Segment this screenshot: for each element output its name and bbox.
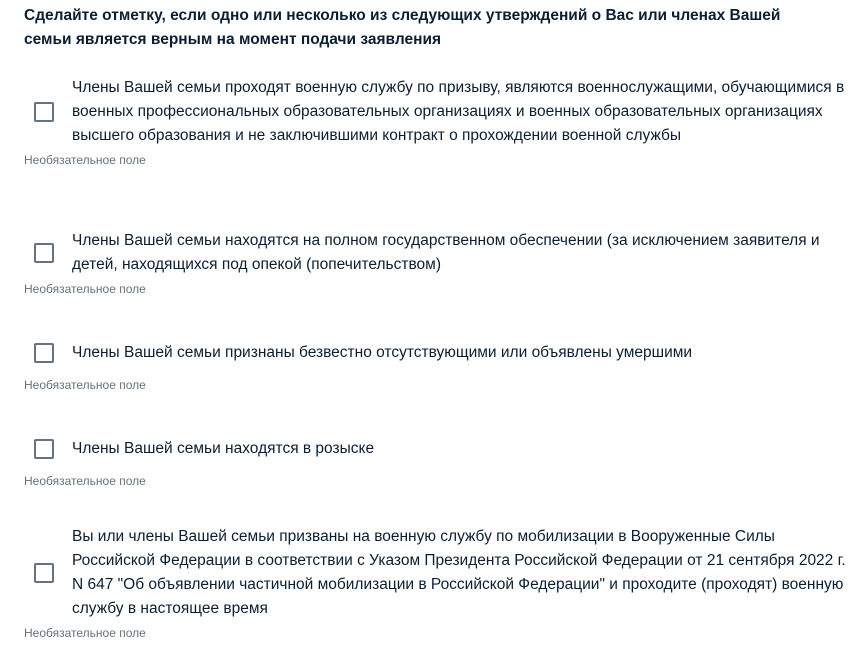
- checkbox-military-conscription[interactable]: [34, 102, 54, 122]
- checkbox-missing-or-dead[interactable]: [34, 343, 54, 363]
- checkbox-wanted[interactable]: [34, 439, 54, 459]
- form-title: Сделайте отметку, если одно или несколько из следующих утверждений о Вас или членах Вашей семьи является верным на момент подачи заявления: [24, 7, 781, 48]
- checkbox-label[interactable]: Члены Вашей семьи находятся на полном государственном обеспечении (за исключением заявителя и детей, находящихся под опекой (попечительством): [72, 232, 820, 273]
- optional-field-hint: Необязательное поле: [24, 474, 146, 488]
- checkbox-label[interactable]: Члены Вашей семьи находятся в розыске: [72, 440, 375, 457]
- checkbox-item-state-support: [24, 229, 854, 297]
- optional-field-hint: Необязательное поле: [24, 153, 146, 167]
- checkbox-item-military-conscription: [24, 76, 854, 168]
- checkbox-label[interactable]: Члены Вашей семьи проходят военную службу по призыву, являются военнослужащими, обучающимися в военных профессиональных образовательных организациях и военных образовательных организациях высшего образования и не заключившими контракт о прохождении военной службы: [72, 79, 845, 144]
- checkbox-state-support[interactable]: [34, 243, 54, 263]
- checkbox-label[interactable]: Члены Вашей семьи признаны безвестно отсутствующими или объявлены умершими: [72, 344, 693, 361]
- checkbox-item-missing-or-dead: [24, 341, 854, 393]
- checkbox-label[interactable]: Вы или члены Вашей семьи призваны на военную службу по мобилизации в Вооруженные Силы Российской Федерации в соответствии с Указом Президента Российской Федерации от 21 сентября 2022 г. N 647 "Об объявлении частичной мобилизации в Российской Федерации" и проходите (проходят) военную службу в настоящее время: [72, 528, 846, 617]
- checkbox-item-mobilization: [24, 525, 854, 641]
- optional-field-hint: Необязательное поле: [24, 282, 146, 296]
- checkbox-item-wanted: [24, 437, 854, 489]
- optional-field-hint: Необязательное поле: [24, 378, 146, 392]
- checkbox-mobilization[interactable]: [34, 563, 54, 583]
- optional-field-hint: Необязательное поле: [24, 626, 146, 640]
